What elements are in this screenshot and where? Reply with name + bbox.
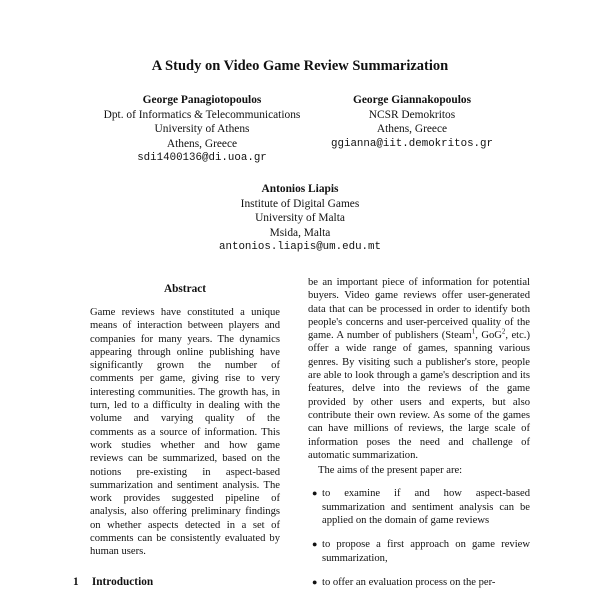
section-title: Introduction <box>91 576 154 588</box>
author-block-giannakopoulos <box>292 93 532 151</box>
bullet-icon: ● <box>312 539 318 550</box>
author-affiliation-line: Msida, Malta <box>269 226 331 239</box>
author-affiliation-line: University of Malta <box>255 212 345 224</box>
aims-intro: The aims of the present paper are: <box>318 465 463 477</box>
author-affiliation-line: Institute of Digital Games <box>240 197 360 210</box>
author-email: ggianna@iit.demokritos.gr <box>331 137 493 150</box>
author-block-panagiotopoulos <box>82 93 322 166</box>
aims-list-item <box>308 538 530 565</box>
intro-text-part: , GoG <box>475 330 502 342</box>
bullet-icon: ● <box>312 488 318 499</box>
right-column-text <box>308 276 530 600</box>
intro-text-part: be an important piece of information for potential buyers. Video game reviews offer user-generated data that can be processed in order to identify both people's concerns and user-perceived quality of the game. A number of publishers (Steam <box>308 277 530 342</box>
footnote-marker: 1 <box>471 327 476 336</box>
aims-list-text: to propose a first approach on game review summarization, <box>322 539 530 564</box>
bullet-icon: ● <box>312 576 318 587</box>
author-affiliation-line: Athens, Greece <box>376 123 448 135</box>
author-name: George Panagiotopoulos <box>142 94 262 106</box>
paper-title: A Study on Video Game Review Summarization <box>151 58 449 74</box>
intro-text-part: , etc.) offer a wide range of games, spanning various genres. By visiting such a publisher's store, people are able to look through a game's description and its features, delve into the reviews of the game provided by other users and experts, but also contribute their own review. As some of the games can have millions of reviews, the large scale of information poses the need and challenge of automatic summarization. <box>308 330 530 461</box>
footnote-marker: 2 <box>501 327 506 336</box>
author-affiliation-line: NCSR Demokritos <box>368 108 456 121</box>
aims-list-text: to offer an evaluation process on the per- <box>322 576 496 588</box>
aims-list-item <box>308 487 530 527</box>
author-email: sdi1400136@di.uoa.gr <box>137 152 267 164</box>
intro-paragraph <box>308 276 530 462</box>
author-affiliation-line: University of Athens <box>154 123 250 135</box>
author-affiliation-line: Dpt. of Informatics & Telecommunications <box>103 108 301 121</box>
author-name: Antonios Liapis <box>261 183 339 195</box>
aims-list-item <box>308 576 530 589</box>
author-email: antonios.liapis@um.edu.mt <box>219 241 381 253</box>
aims-list <box>308 487 530 589</box>
aims-list-text: to examine if and how aspect-based summarization and sentiment analysis can be applied on the domain of game reviews <box>322 488 530 527</box>
author-name: George Giannakopoulos <box>352 94 472 106</box>
abstract-heading: Abstract <box>163 283 207 295</box>
author-block-liapis <box>180 182 420 255</box>
section-heading-introduction <box>73 576 153 588</box>
abstract-body: Game reviews have constituted a unique means of interaction between players and companies for many years. The dynamics appearing through online publishing have significantly grown the number of comments per game, giving rise to very interesting communities. The growth has, in turn, led to a difficulty in dealing with the volume and varying quality of the comments as a source of information. This work studies whether and how game reviews can be summarized, based on the notions pre-existing in aspect-based summarization and sentiment analysis. The work provides suggested pipeline of analysis, also offering preliminary findings on whether aspects detected in a set of comments can be consistently evaluated by human users. <box>90 307 280 558</box>
author-affiliation-line: Athens, Greece <box>166 137 238 150</box>
section-number: 1 <box>73 576 79 588</box>
